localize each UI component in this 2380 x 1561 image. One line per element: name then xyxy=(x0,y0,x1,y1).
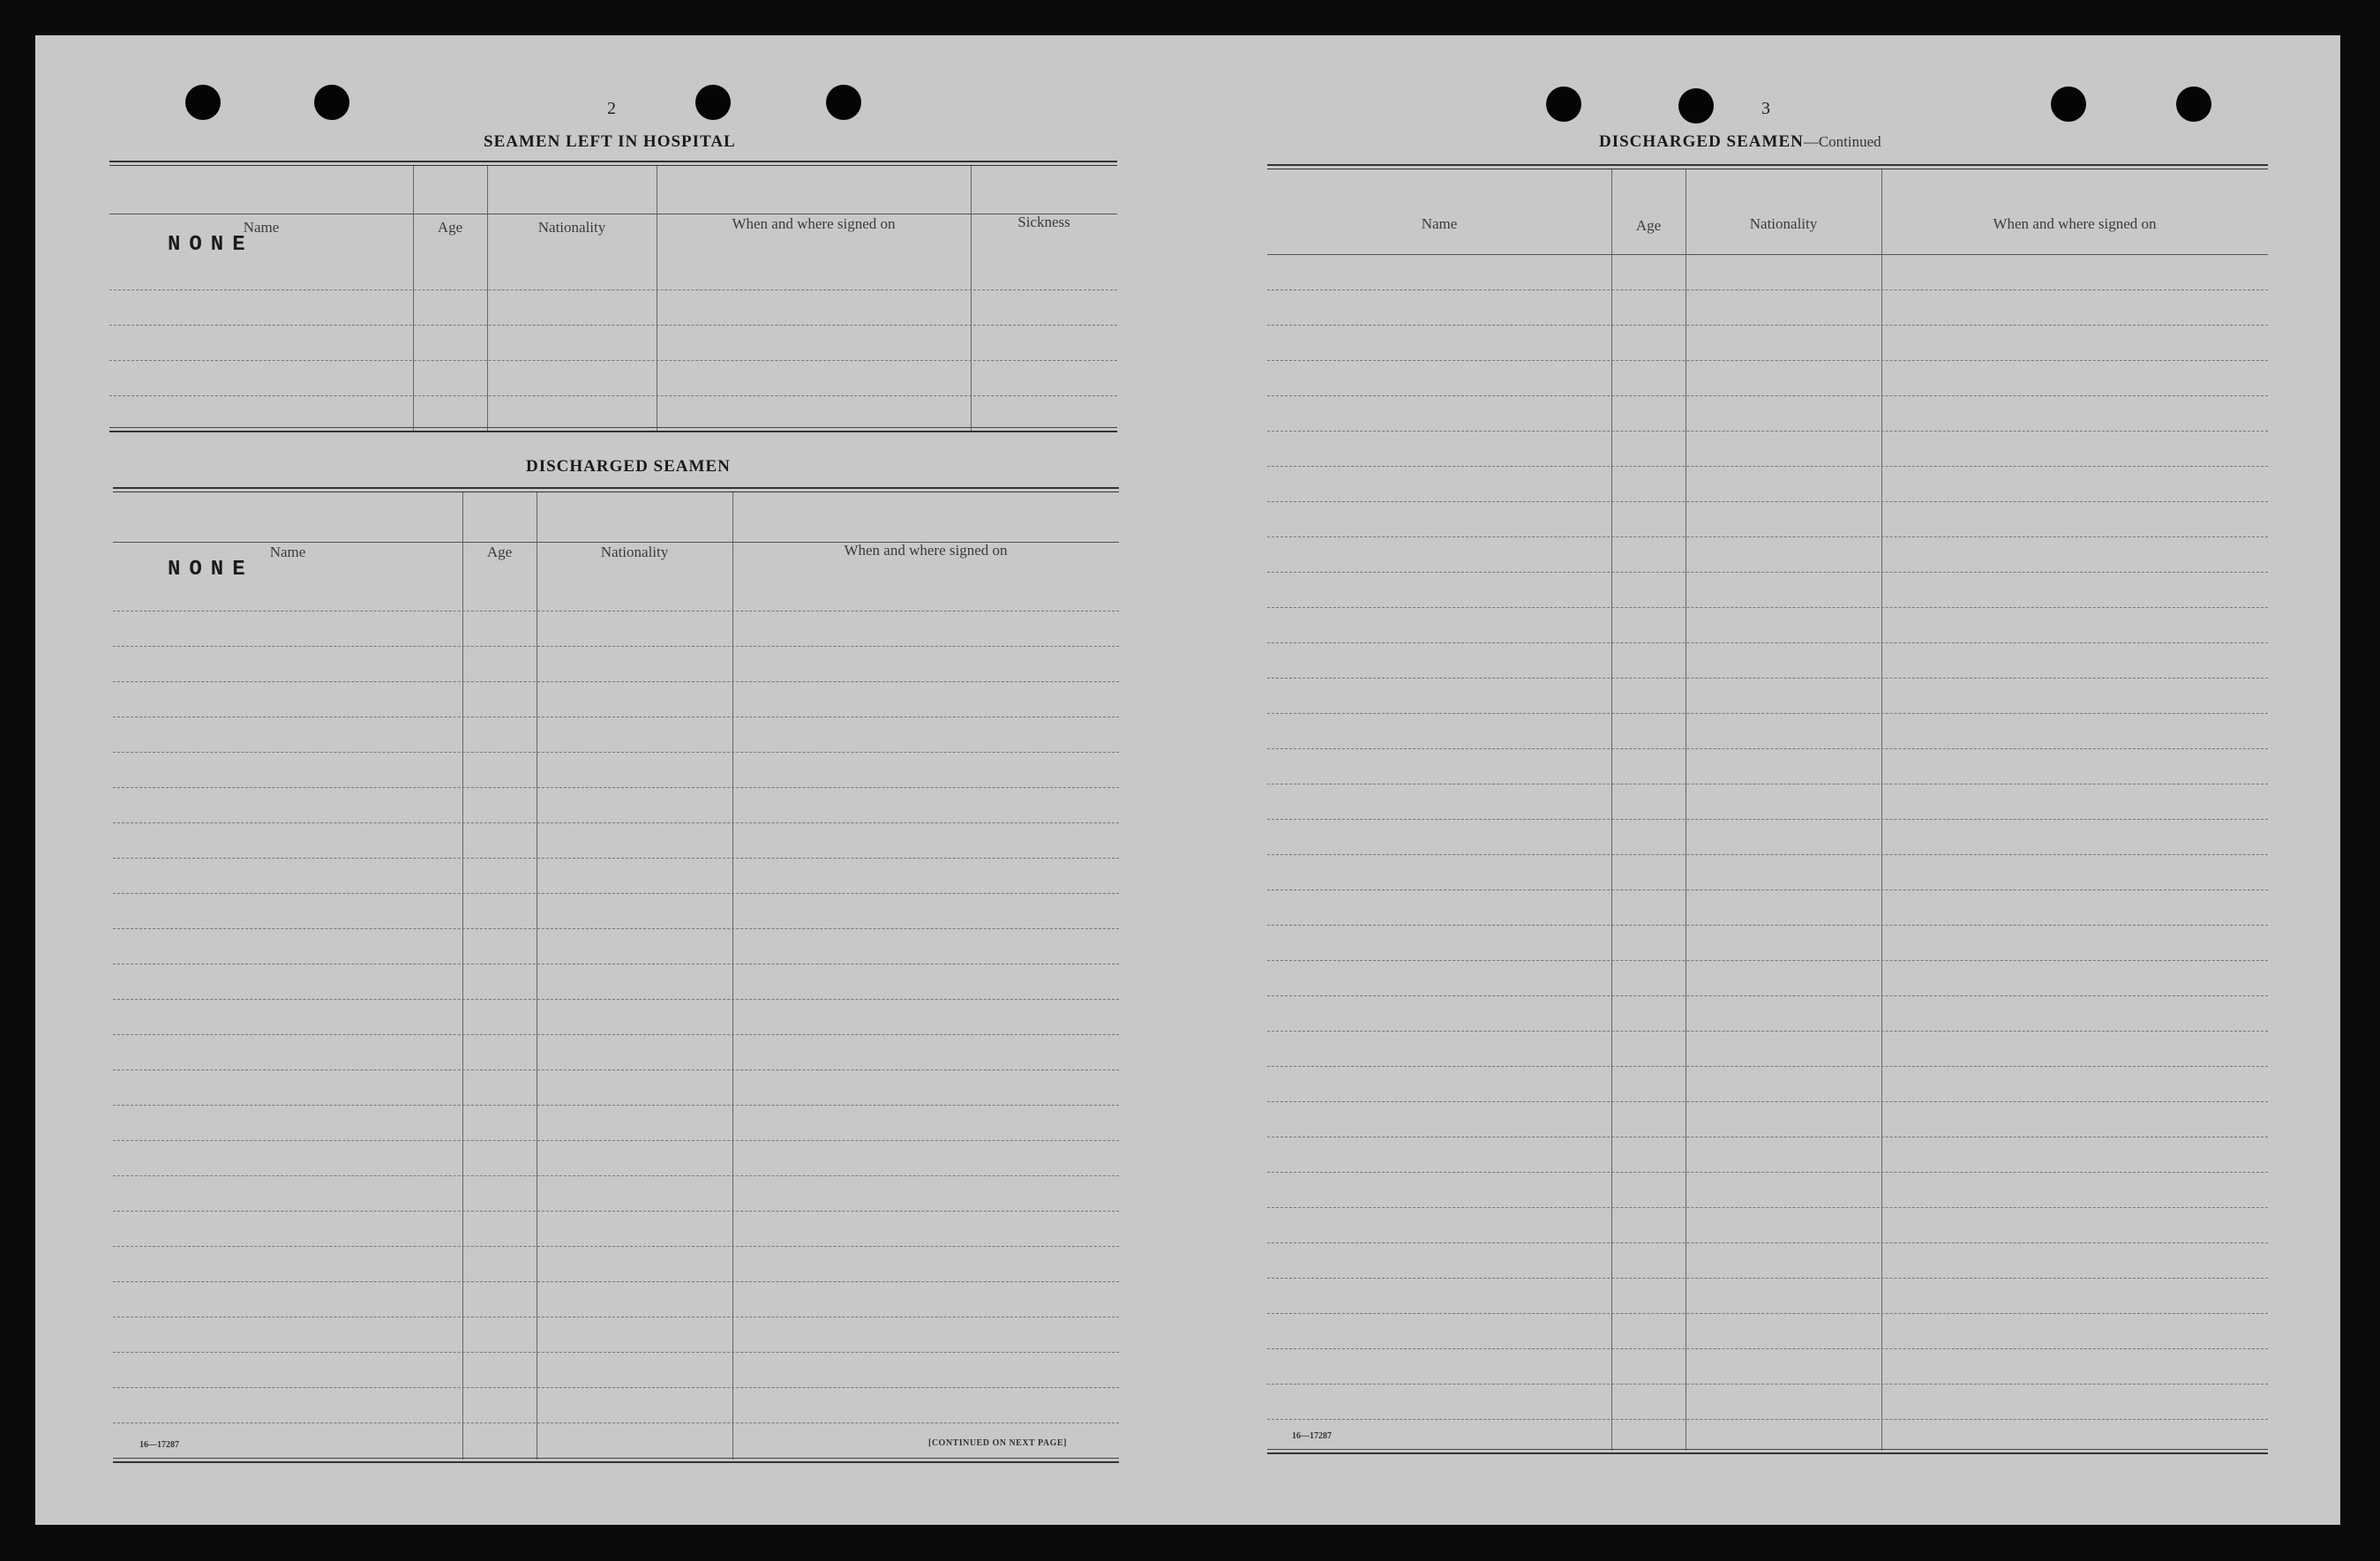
punch-hole xyxy=(185,85,221,120)
column-header-nationality: Nationality xyxy=(537,219,606,236)
discharged-section-title: DISCHARGED SEAMEN xyxy=(526,457,731,476)
hospital-entry-none: NONE xyxy=(168,233,254,257)
continued-note: [CONTINUED ON NEXT PAGE] xyxy=(928,1438,1067,1448)
punch-hole xyxy=(695,85,731,120)
column-header-signed-on: When and where signed on xyxy=(1993,215,2157,232)
column-header-name: Name xyxy=(269,544,306,560)
column-header-name: Name xyxy=(1421,215,1458,232)
form-number-right: 16—17287 xyxy=(1292,1431,1332,1441)
column-header-age: Age xyxy=(486,544,513,560)
continued-label: —Continued xyxy=(1803,133,1881,150)
hospital-section-title: SEAMEN LEFT IN HOSPITAL xyxy=(484,132,736,151)
punch-hole xyxy=(826,85,861,120)
punch-hole xyxy=(314,85,349,120)
page-number-right: 3 xyxy=(1761,99,1770,118)
discharged-continued-title-main: DISCHARGED SEAMEN xyxy=(1599,132,1804,151)
punch-hole xyxy=(2051,86,2086,122)
page-number-left: 2 xyxy=(607,99,616,118)
column-header-age: Age xyxy=(1635,217,1662,234)
column-header-name: Name xyxy=(243,219,280,236)
punch-hole xyxy=(1678,88,1714,124)
column-header-nationality: Nationality xyxy=(600,544,669,560)
column-header-age: Age xyxy=(437,219,463,236)
form-number-left: 16—17287 xyxy=(139,1440,179,1450)
punch-hole xyxy=(1546,86,1581,122)
column-header-signed-on: When and where signed on xyxy=(844,542,1008,559)
discharged-entry-none: NONE xyxy=(168,558,254,582)
discharged-continued-title xyxy=(1599,132,1881,152)
document-sheet xyxy=(35,35,2340,1525)
punch-hole xyxy=(2176,86,2211,122)
column-header-sickness: Sickness xyxy=(1017,214,1070,230)
column-header-signed-on: When and where signed on xyxy=(732,215,896,232)
discharged-continued-table xyxy=(1267,164,2268,1456)
hospital-table xyxy=(109,161,1117,439)
column-header-nationality: Nationality xyxy=(1749,215,1818,232)
discharged-table xyxy=(113,487,1119,1465)
